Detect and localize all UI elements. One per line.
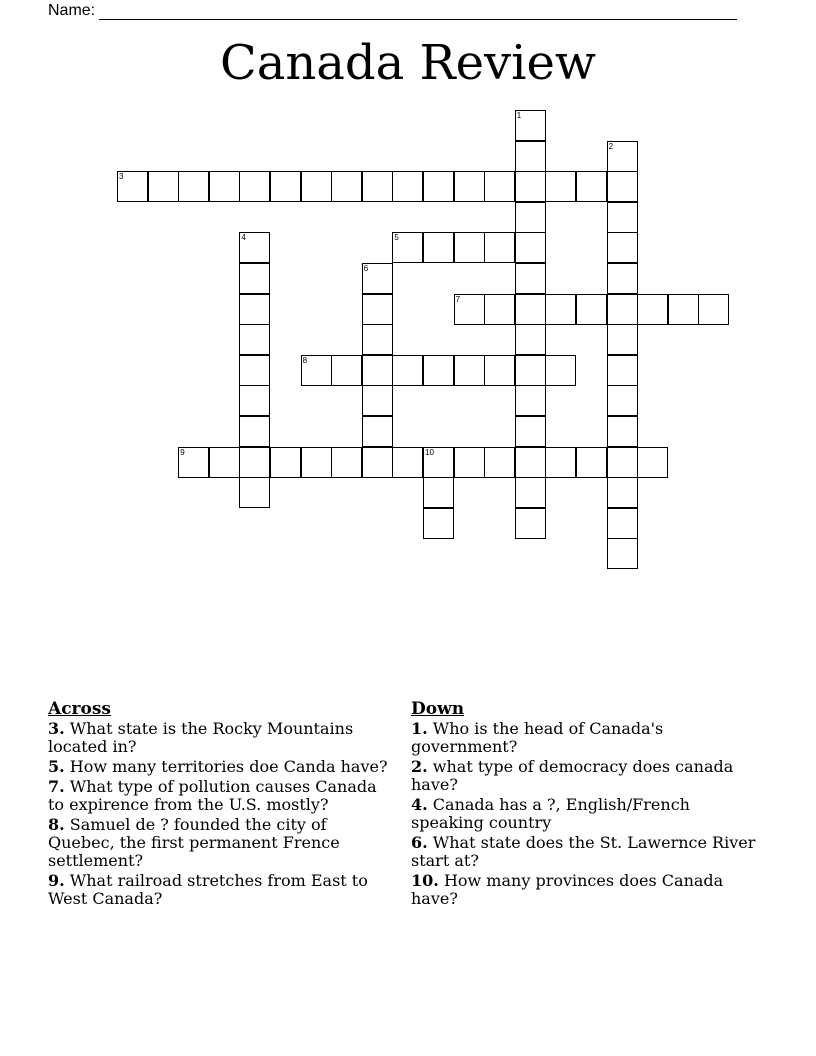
- crossword-cell[interactable]: [209, 171, 240, 202]
- cell-number: 10: [425, 447, 434, 457]
- clue-number: 1.: [411, 719, 428, 738]
- crossword-cell[interactable]: [423, 355, 454, 386]
- clue-text: How many territories doe Canda have?: [69, 757, 388, 776]
- crossword-cell[interactable]: [454, 294, 485, 325]
- crossword-cell[interactable]: [239, 416, 270, 447]
- crossword-cell[interactable]: [423, 508, 454, 539]
- crossword-cell[interactable]: [454, 171, 485, 202]
- crossword-cell[interactable]: [423, 447, 454, 478]
- crossword-cell[interactable]: [607, 232, 638, 263]
- cell-number: 9: [180, 447, 185, 457]
- across-clue: [48, 720, 388, 756]
- crossword-cell[interactable]: [576, 294, 607, 325]
- crossword-cell[interactable]: [607, 324, 638, 355]
- crossword-cell[interactable]: [301, 447, 332, 478]
- crossword-cell[interactable]: [362, 263, 393, 294]
- crossword-cell[interactable]: [239, 263, 270, 294]
- clue-number: 9.: [48, 871, 65, 890]
- across-clues: [48, 700, 388, 910]
- page-title: Canada Review: [220, 35, 596, 91]
- crossword-cell[interactable]: [607, 263, 638, 294]
- crossword-cell[interactable]: [607, 477, 638, 508]
- crossword-cell[interactable]: [270, 447, 301, 478]
- down-clue: [411, 872, 756, 908]
- crossword-cell[interactable]: [515, 355, 546, 386]
- clue-number: 8.: [48, 815, 65, 834]
- crossword-cell[interactable]: [515, 416, 546, 447]
- crossword-cell[interactable]: [515, 477, 546, 508]
- crossword-cell[interactable]: [515, 110, 546, 141]
- clue-text: Who is the head of Canada's government?: [411, 719, 664, 756]
- cell-number: 5: [394, 233, 399, 243]
- clue-number: 4.: [411, 795, 428, 814]
- crossword-cell[interactable]: [576, 171, 607, 202]
- crossword-cell[interactable]: [637, 294, 668, 325]
- crossword-cell[interactable]: [270, 171, 301, 202]
- crossword-cell[interactable]: [239, 171, 270, 202]
- clue-number: 7.: [48, 777, 65, 796]
- crossword-cell[interactable]: [576, 447, 607, 478]
- crossword-cell[interactable]: [392, 171, 423, 202]
- clue-number: 10.: [411, 871, 439, 890]
- clue-text: what type of democracy does canada have?: [411, 757, 734, 794]
- crossword-cell[interactable]: [515, 202, 546, 233]
- across-clue: [48, 778, 388, 814]
- crossword-cell[interactable]: [454, 355, 485, 386]
- crossword-cell[interactable]: [239, 324, 270, 355]
- crossword-cell[interactable]: [607, 416, 638, 447]
- crossword-cell[interactable]: [607, 508, 638, 539]
- crossword-cell[interactable]: [545, 447, 576, 478]
- crossword-cell[interactable]: [239, 477, 270, 508]
- crossword-cell[interactable]: [637, 447, 668, 478]
- crossword-cell[interactable]: [515, 324, 546, 355]
- down-clue: [411, 720, 756, 756]
- across-clue: [48, 816, 388, 870]
- crossword-cell[interactable]: [515, 263, 546, 294]
- crossword-cell[interactable]: [454, 447, 485, 478]
- crossword-cell[interactable]: [239, 385, 270, 416]
- clue-text: How many provinces does Canada have?: [411, 871, 724, 908]
- clue-text: What state does the St. Lawernce River start at?: [411, 833, 756, 870]
- crossword-cell[interactable]: [362, 416, 393, 447]
- crossword-cell[interactable]: [362, 385, 393, 416]
- crossword-cell[interactable]: [484, 171, 515, 202]
- crossword-cell[interactable]: [454, 232, 485, 263]
- clue-number: 3.: [48, 719, 65, 738]
- crossword-cell[interactable]: [607, 538, 638, 569]
- crossword-cell[interactable]: [301, 355, 332, 386]
- crossword-cell[interactable]: [607, 355, 638, 386]
- clue-number: 5.: [48, 757, 65, 776]
- cell-number: 4: [241, 233, 246, 243]
- crossword-cell[interactable]: [239, 355, 270, 386]
- cell-number: 8: [302, 355, 308, 365]
- name-line: [99, 5, 737, 20]
- crossword-cell[interactable]: [607, 447, 638, 478]
- crossword-cell[interactable]: [484, 447, 515, 478]
- crossword-cell[interactable]: [331, 355, 362, 386]
- crossword-cell[interactable]: [362, 324, 393, 355]
- crossword-cell[interactable]: [668, 294, 699, 325]
- clue-text: What type of pollution causes Canada to expirence from the U.S. mostly?: [48, 777, 377, 814]
- crossword-cell[interactable]: [239, 447, 270, 478]
- clue-number: 6.: [411, 833, 428, 852]
- crossword-cell[interactable]: [515, 385, 546, 416]
- crossword-cell[interactable]: [301, 171, 332, 202]
- down-clues: [411, 700, 756, 910]
- cell-number: 1: [516, 111, 522, 120]
- clue-text: What state is the Rocky Mountains located in?: [48, 719, 354, 756]
- crossword-cell[interactable]: [515, 171, 546, 202]
- across-clue: [48, 872, 388, 908]
- crossword-cell[interactable]: [392, 447, 423, 478]
- name-label: Name:: [48, 2, 96, 19]
- crossword-cell[interactable]: [545, 294, 576, 325]
- crossword-cell[interactable]: [392, 355, 423, 386]
- cell-number: 7: [455, 294, 461, 304]
- crossword-cell[interactable]: [545, 355, 576, 386]
- crossword-cell[interactable]: [209, 447, 240, 478]
- crossword-cell[interactable]: [423, 477, 454, 508]
- name-field: [48, 0, 748, 20]
- crossword-cell[interactable]: [239, 232, 270, 263]
- crossword-cell[interactable]: [515, 508, 546, 539]
- clue-text: Canada has a ?, English/French speaking country: [411, 795, 690, 832]
- crossword-cell[interactable]: [545, 171, 576, 202]
- cell-number: 3: [119, 172, 124, 182]
- crossword-cell[interactable]: [362, 171, 393, 202]
- crossword-cell[interactable]: [607, 202, 638, 233]
- crossword-cell[interactable]: [331, 447, 362, 478]
- crossword-cell[interactable]: [117, 171, 148, 202]
- cell-number: 6: [363, 264, 369, 273]
- down-heading: Down: [411, 699, 465, 719]
- crossword-cell[interactable]: [423, 171, 454, 202]
- crossword-cell[interactable]: [515, 447, 546, 478]
- clue-text: What railroad stretches from East to West Canada?: [48, 871, 368, 908]
- crossword-cell[interactable]: [607, 294, 638, 325]
- crossword-cell[interactable]: [392, 232, 423, 263]
- crossword-cell[interactable]: [331, 171, 362, 202]
- crossword-cell[interactable]: [607, 385, 638, 416]
- crossword-cell[interactable]: [607, 141, 638, 172]
- crossword-cell[interactable]: [515, 294, 546, 325]
- crossword-cell[interactable]: [362, 294, 393, 325]
- crossword-cell[interactable]: [362, 447, 393, 478]
- crossword-cell[interactable]: [698, 294, 729, 325]
- crossword-cell[interactable]: [178, 447, 209, 478]
- crossword-cell[interactable]: [423, 232, 454, 263]
- crossword-cell[interactable]: [362, 355, 393, 386]
- crossword-cell[interactable]: [484, 355, 515, 386]
- crossword-cell[interactable]: [239, 294, 270, 325]
- down-clue: [411, 796, 756, 832]
- crossword-cell[interactable]: [484, 232, 515, 263]
- crossword-cell[interactable]: [178, 171, 209, 202]
- across-heading: Across: [48, 699, 111, 719]
- crossword-cell[interactable]: [484, 294, 515, 325]
- clue-number: 2.: [411, 757, 428, 776]
- across-clue: [48, 758, 388, 776]
- crossword-cell[interactable]: [515, 141, 546, 172]
- crossword-cell[interactable]: [607, 171, 638, 202]
- cell-number: 2: [608, 141, 614, 151]
- clue-text: Samuel de ? founded the city of Quebec, the first permanent Frence settlement?: [48, 815, 340, 870]
- crossword-cell[interactable]: [148, 171, 179, 202]
- crossword-cell[interactable]: [515, 232, 546, 263]
- down-clue: [411, 834, 756, 870]
- down-clue: [411, 758, 756, 794]
